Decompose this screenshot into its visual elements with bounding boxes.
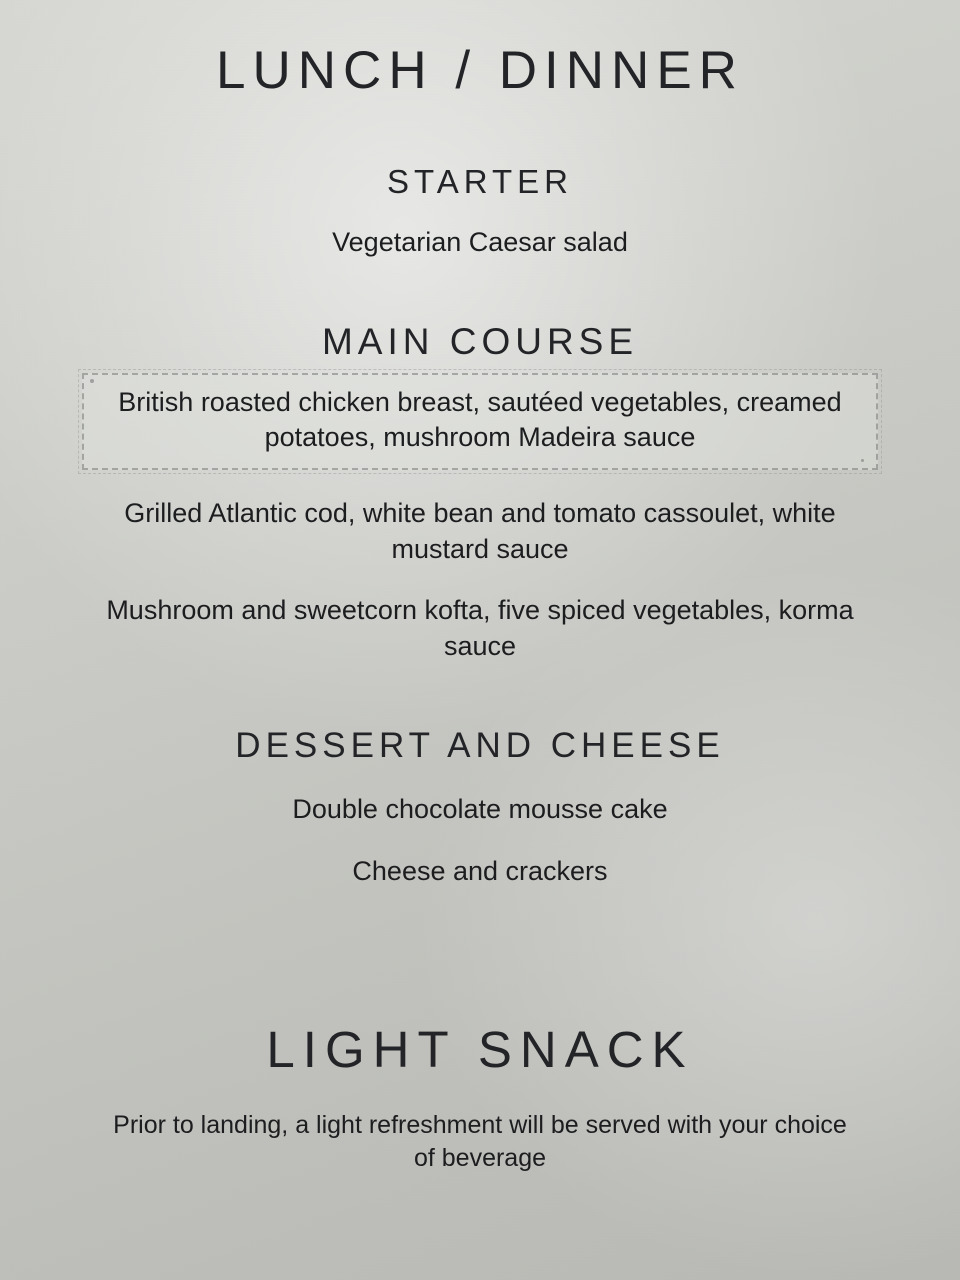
section-heading-dessert-and-cheese: DESSERT AND CHEESE	[235, 726, 725, 766]
menu-item-dessert-1: Double chocolate mousse cake	[292, 794, 668, 825]
paper-speck	[861, 459, 864, 462]
menu-item-dessert-2: Cheese and crackers	[352, 856, 608, 886]
menu-item-main-2: Grilled Atlantic cod, white bean and tomato cassoulet, white mustard sauce	[124, 497, 836, 564]
section-heading-starter: STARTER	[387, 163, 573, 200]
menu-item-main-1: British roasted chicken breast, sautéed vegetables, creamed potatoes, mushroom Madeira sauce	[118, 386, 842, 453]
paper-speck	[90, 379, 94, 383]
page-title: LUNCH / DINNER	[216, 41, 744, 100]
menu-item-starter-1: Vegetarian Caesar salad	[332, 227, 628, 257]
section-heading-light-snack: LIGHT SNACK	[266, 1020, 694, 1078]
light-snack-description: Prior to landing, a light refreshment will be served with your choice of beverage	[113, 1110, 847, 1173]
section-heading-main-course: MAIN COURSE	[321, 320, 639, 362]
highlighted-menu-item-box	[82, 373, 878, 470]
menu-item-main-3: Mushroom and sweetcorn kofta, five spiced vegetables, korma sauce	[106, 595, 854, 661]
